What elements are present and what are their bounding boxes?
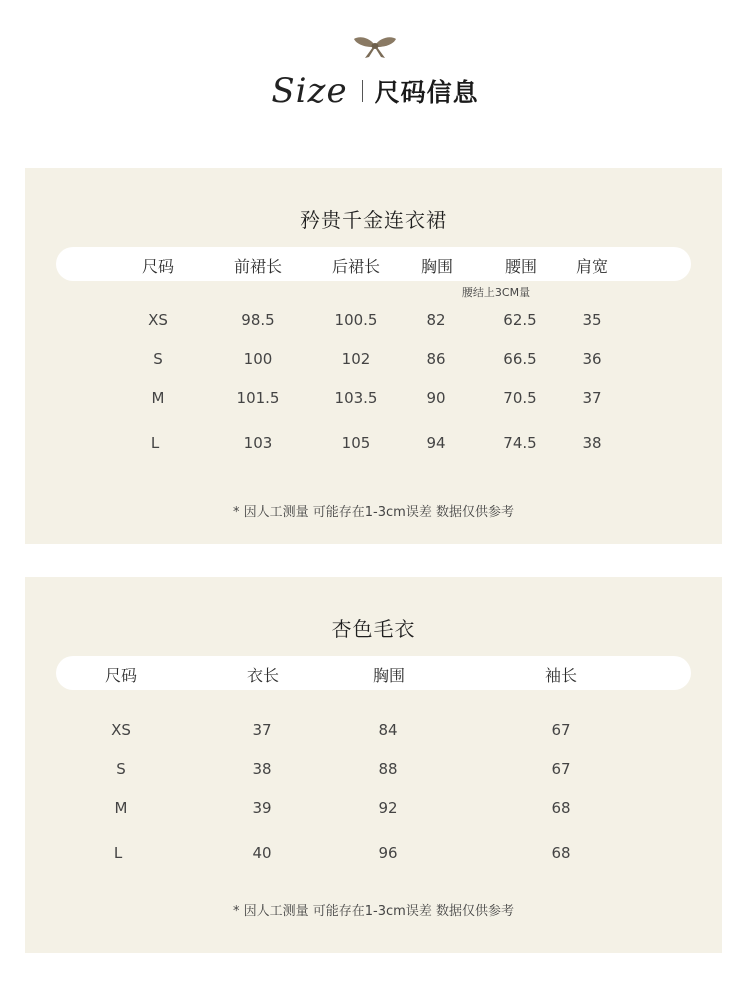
title-divider xyxy=(362,80,363,102)
title-chinese: 尺码信息 xyxy=(374,78,479,107)
value-cell: 67 xyxy=(551,721,571,739)
value-cell: 35 xyxy=(582,311,602,329)
value-cell: 68 xyxy=(551,799,571,817)
page-title xyxy=(0,66,750,116)
value-cell: 100 xyxy=(243,350,273,368)
value-cell: 100.5 xyxy=(334,311,378,329)
col-header-length: 衣长 xyxy=(246,666,280,685)
size-cell: M xyxy=(151,389,165,407)
col-header-bust: 胸围 xyxy=(372,666,406,685)
value-cell: 40 xyxy=(252,844,272,862)
col-header-sleeve: 袖长 xyxy=(544,666,578,685)
value-cell: 66.5 xyxy=(503,350,537,368)
col-header-waist: 腰围 xyxy=(504,257,538,276)
value-cell: 70.5 xyxy=(503,389,537,407)
value-cell: 96 xyxy=(378,844,398,862)
col-header-size: 尺码 xyxy=(104,666,138,685)
value-cell: 90 xyxy=(426,389,446,407)
value-cell: 94 xyxy=(426,434,446,452)
col-header-shoulder: 肩宽 xyxy=(575,257,609,276)
dress-table-title: 矜贵千金连衣裙 xyxy=(300,208,447,232)
value-cell: 36 xyxy=(582,350,602,368)
value-cell: 88 xyxy=(378,760,398,778)
value-cell: 74.5 xyxy=(503,434,537,452)
col-header-bust: 胸围 xyxy=(420,257,454,276)
dress-size-panel xyxy=(25,168,722,544)
value-cell: 84 xyxy=(378,721,398,739)
title-english: Size xyxy=(271,71,348,111)
value-cell: 82 xyxy=(426,311,446,329)
value-cell: 103 xyxy=(243,434,273,452)
size-cell: L xyxy=(113,844,123,862)
size-cell: XS xyxy=(148,311,168,329)
value-cell: 37 xyxy=(582,389,602,407)
value-cell: 102 xyxy=(341,350,371,368)
size-cell: XS xyxy=(111,721,131,739)
sweater-table-title: 杏色毛衣 xyxy=(331,617,416,641)
waist-measure-note: 腰结上3CM量 xyxy=(461,286,531,299)
bow-icon xyxy=(352,34,398,60)
col-header-size: 尺码 xyxy=(141,257,175,276)
value-cell: 38 xyxy=(252,760,272,778)
value-cell: 38 xyxy=(582,434,602,452)
size-cell: L xyxy=(150,434,160,452)
value-cell: 86 xyxy=(426,350,446,368)
measurement-disclaimer: * 因人工测量 可能存在1-3cm误差 数据仅供参考 xyxy=(233,505,514,520)
value-cell: 37 xyxy=(252,721,272,739)
sweater-table-header xyxy=(56,656,691,690)
value-cell: 92 xyxy=(378,799,398,817)
value-cell: 62.5 xyxy=(503,311,537,329)
value-cell: 68 xyxy=(551,844,571,862)
value-cell: 67 xyxy=(551,760,571,778)
size-cell: M xyxy=(114,799,128,817)
dress-table-header xyxy=(56,247,691,281)
size-cell: S xyxy=(153,350,163,368)
col-header-back-length: 后裙长 xyxy=(331,257,381,276)
size-cell: S xyxy=(116,760,126,778)
value-cell: 98.5 xyxy=(241,311,275,329)
col-header-front-length: 前裙长 xyxy=(233,257,283,276)
value-cell: 103.5 xyxy=(334,389,378,407)
value-cell: 105 xyxy=(341,434,371,452)
measurement-disclaimer: * 因人工测量 可能存在1-3cm误差 数据仅供参考 xyxy=(233,904,514,919)
value-cell: 101.5 xyxy=(236,389,280,407)
value-cell: 39 xyxy=(252,799,272,817)
sweater-size-panel xyxy=(25,577,722,953)
